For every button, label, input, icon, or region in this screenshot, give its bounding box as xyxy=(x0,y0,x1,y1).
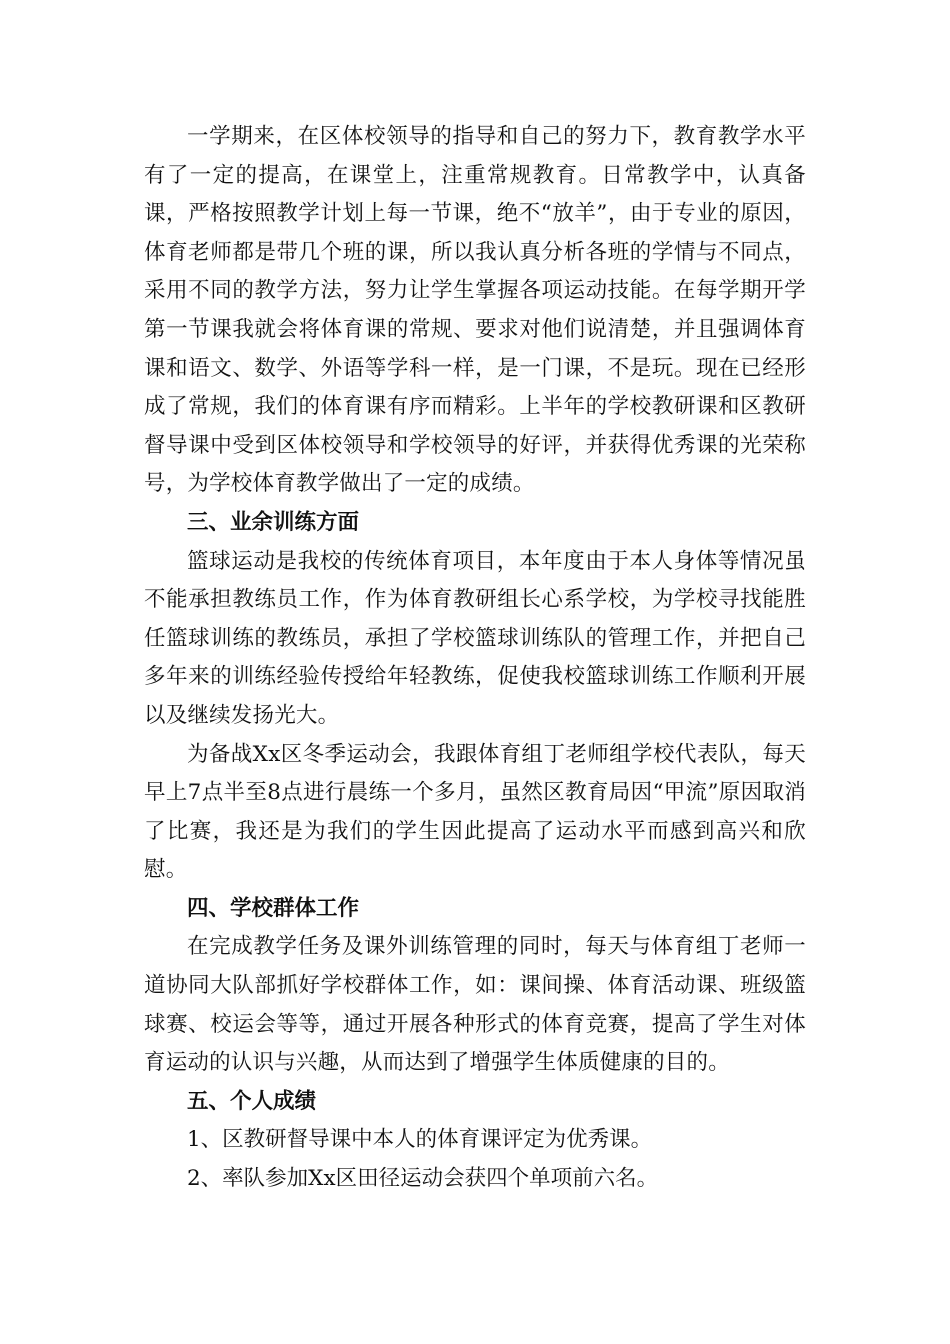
paragraph-basketball-training: 篮球运动是我校的传统体育项目，本年度由于本人身体等情况虽不能承担教练员工作，作为体育教研组长心系学校，为学校寻找能胜任篮球训练的教练员，承担了学校篮球训练队的管理工作，并把自己多年来的训练经验传授给年轻教练，促使我校篮球训练工作顺利开展以及继续发扬光大。 xyxy=(144,548,806,728)
heading-school-group-work: 四、学校群体工作 xyxy=(187,895,360,921)
achievement-item-1: 1、区教研督导课中本人的体育课评定为优秀课。 xyxy=(187,1127,653,1153)
paragraph-winter-games-preparation: 为备战Xx区冬季运动会，我跟体育组丁老师组学校代表队，每天早上7点半至8点进行晨练一个多月，虽然区教育局因“甲流”原因取消了比赛，我还是为我们的学生因此提高了运动水平而感到高兴和欣慰。 xyxy=(144,741,806,883)
paragraph-group-activities: 在完成教学任务及课外训练管理的同时，每天与体育组丁老师一道协同大队部抓好学校群体工作，如：课间操、体育活动课、班级篮球赛、校运会等等，通过开展各种形式的体育竞赛，提高了学生对体育运动的认识与兴趣，从而达到了增强学生体质健康的目的。 xyxy=(144,934,806,1076)
heading-personal-achievements: 五、个人成绩 xyxy=(187,1088,317,1114)
document-body xyxy=(144,118,806,1199)
achievement-item-2: 2、率队参加Xx区田径运动会获四个单项前六名。 xyxy=(187,1166,659,1192)
paragraph-teaching-summary: 一学期来，在区体校领导的指导和自己的努力下，教育教学水平有了一定的提高，在课堂上，注重常规教育。日常教学中，认真备课，严格按照教学计划上每一节课，绝不“放羊”，由于专业的原因，体育老师都是带几个班的课，所以我认真分析各班的学情与不同点，采用不同的教学方法，努力让学生掌握各项运动技能。在每学期开学第一节课我就会将体育课的常规、要求对他们说清楚，并且强调体育课和语文、数学、外语等学科一样，是一门课，不是玩。现在已经形成了常规，我们的体育课有序而精彩。上半年的学校教研课和区教研督导课中受到区体校领导和学校领导的好评，并获得优秀课的光荣称号，为学校体育教学做出了一定的成绩。 xyxy=(144,124,806,497)
heading-amateur-training: 三、业余训练方面 xyxy=(187,509,360,535)
